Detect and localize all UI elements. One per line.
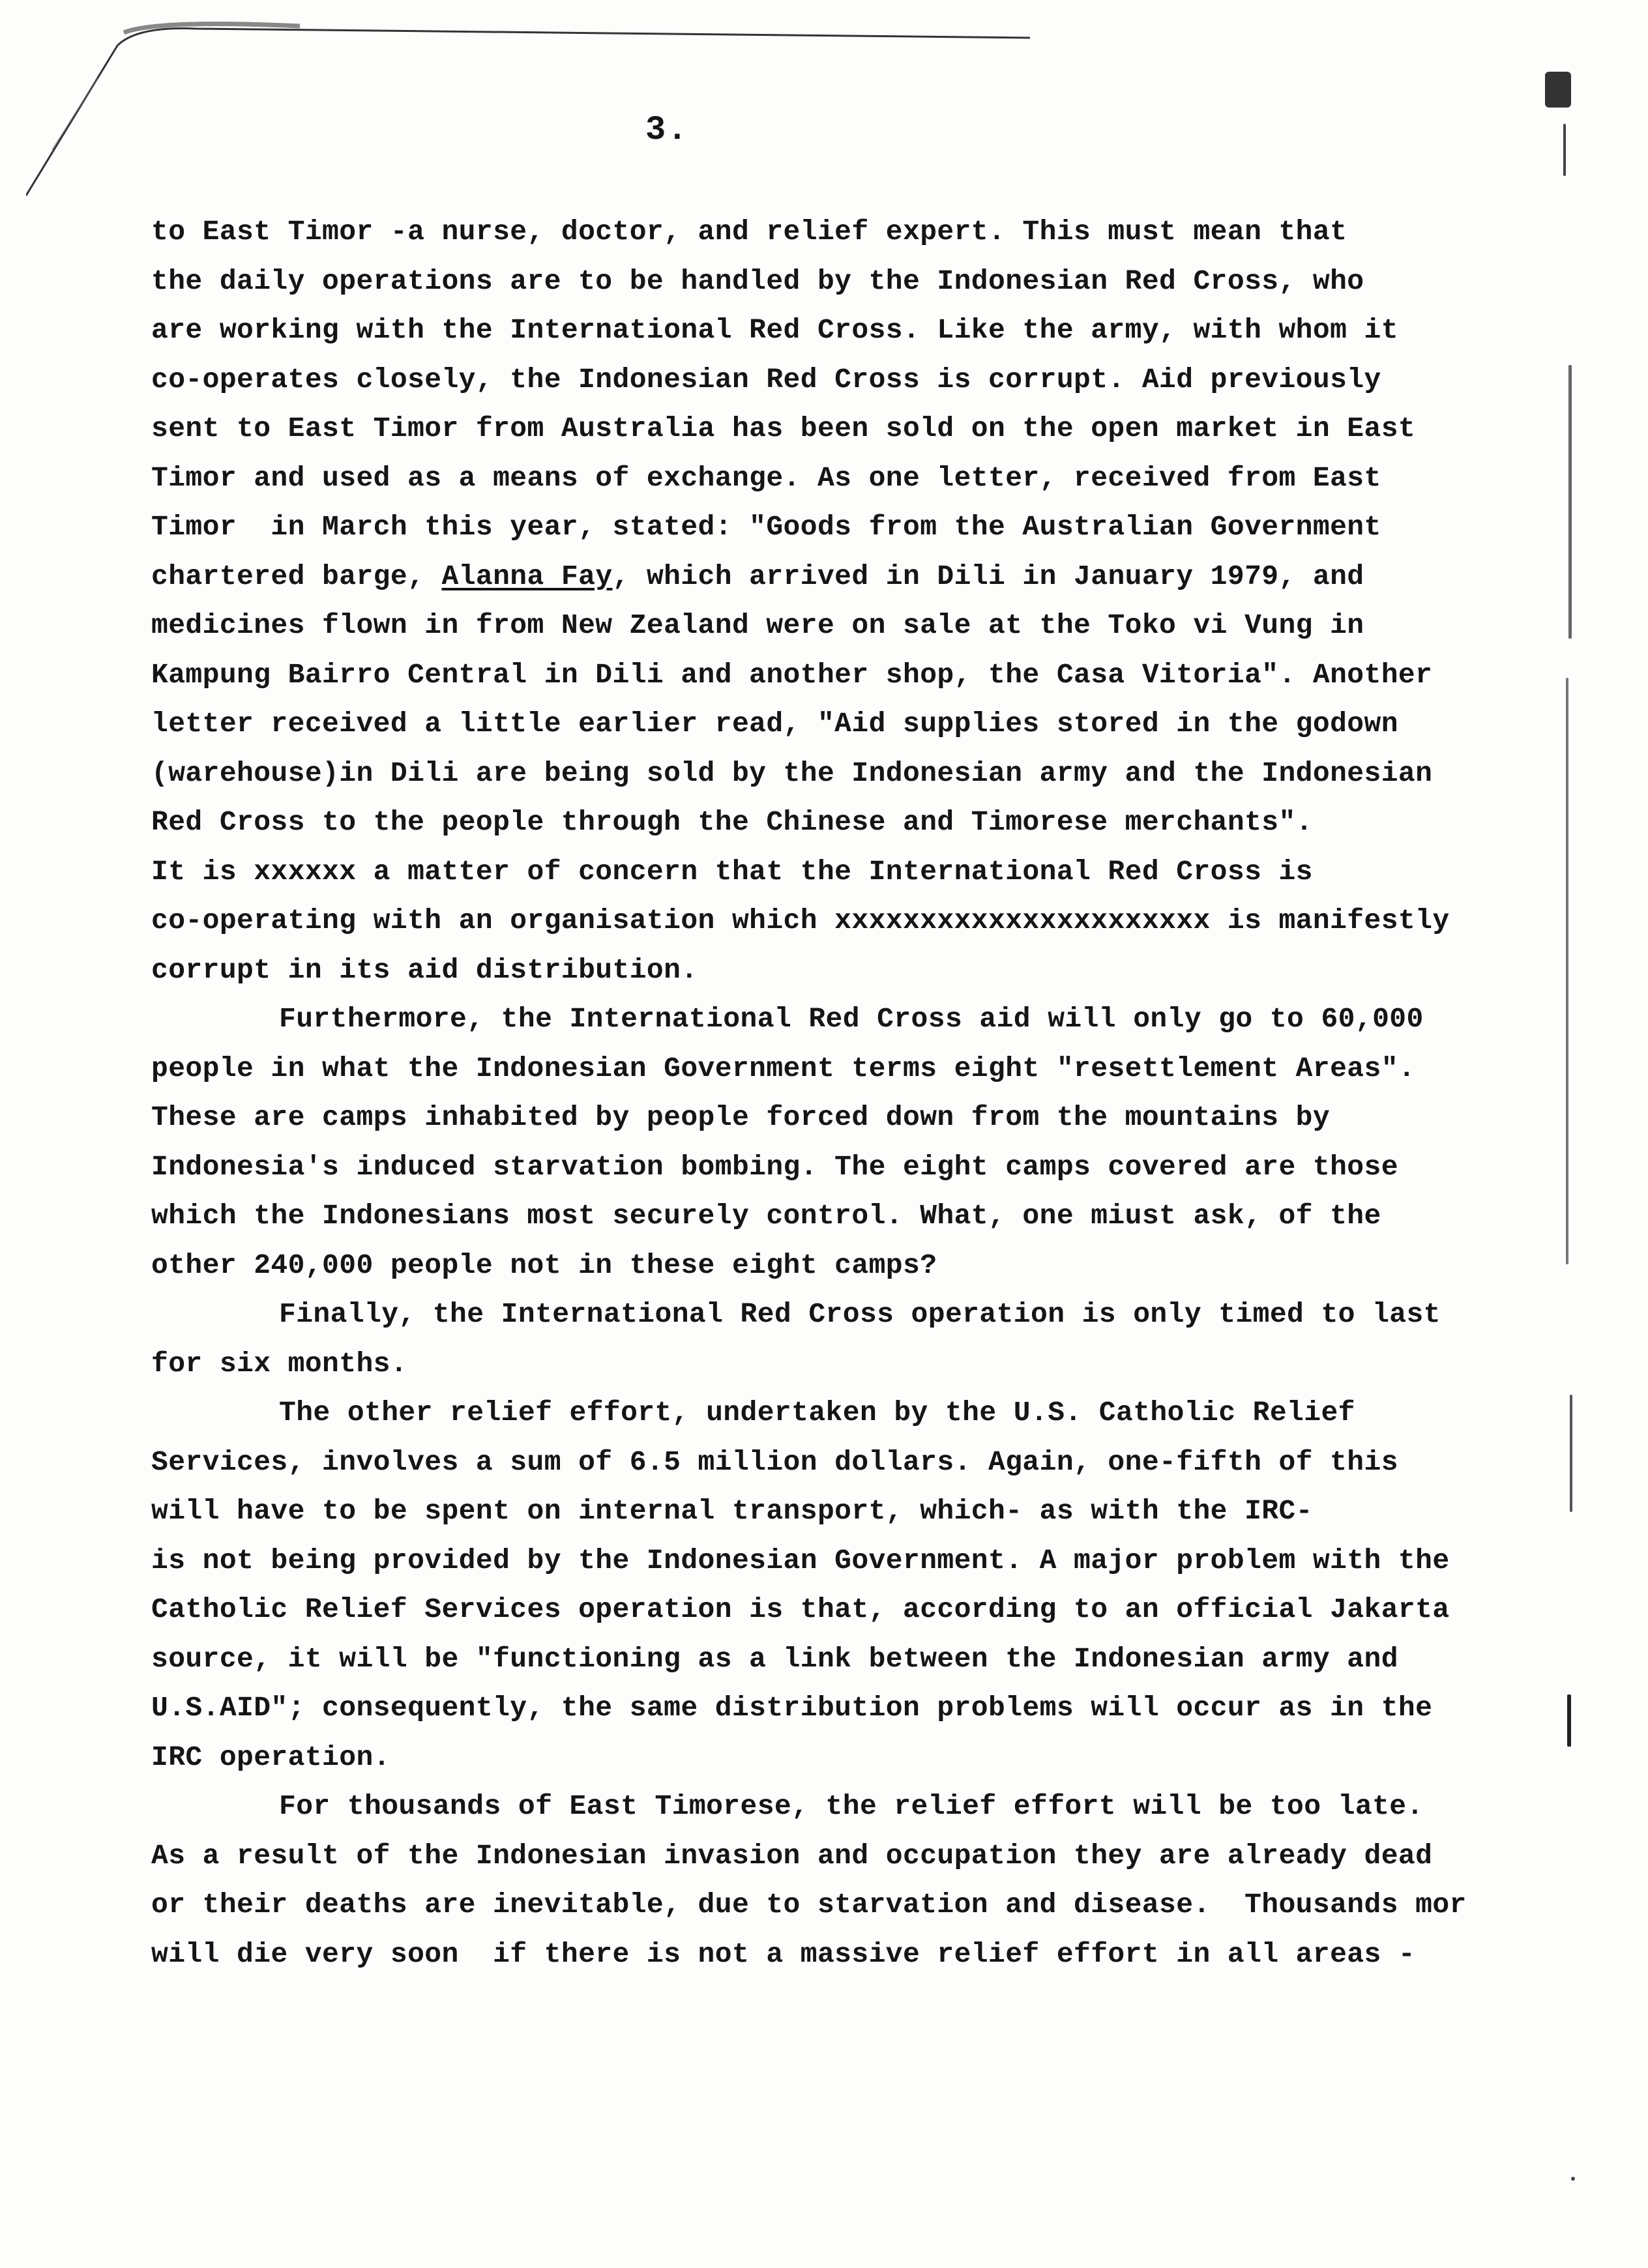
text-line: the daily operations are to be handled by the Indonesian Red Cross, who	[151, 265, 1364, 297]
text-line: co-operates closely, the Indonesian Red Cross is corrupt. Aid previously	[151, 363, 1381, 396]
text-line: As a result of the Indonesian invasion and occupation they are already dead	[151, 1839, 1433, 1872]
text-line: Red Cross to the people through the Chinese and Timorese merchants".	[151, 806, 1313, 838]
typed-body-text	[151, 207, 1585, 1979]
text-line: Indonesia's induced starvation bombing. The eight camps covered are those	[151, 1150, 1398, 1183]
text-line: Timor and used as a means of exchange. As one letter, received from East	[151, 461, 1381, 494]
text-line: medicines flown in from New Zealand were on sale at the Toko vi Vung in	[151, 609, 1364, 641]
page-number: 3.	[645, 111, 689, 149]
text-line: is not being provided by the Indonesian Government. A major problem with the	[151, 1544, 1450, 1577]
text-line: are working with the International Red Cross. Like the army, with whom it	[151, 314, 1398, 346]
text-line: which the Indonesians most securely control. What, one miust ask, of the	[151, 1200, 1381, 1232]
text-line: U.S.AID"; consequently, the same distribution problems will occur as in the	[151, 1692, 1433, 1724]
text-segment: , which arrived in Dili in January 1979, and	[612, 560, 1364, 592]
text-line: other 240,000 people not in these eight camps?	[151, 1249, 937, 1281]
text-line: Kampung Bairro Central in Dili and another shop, the Casa Vitoria". Another	[151, 658, 1433, 691]
text-line: (warehouse)in Dili are being sold by the Indonesian army and the Indonesian	[151, 757, 1433, 789]
text-line: or their deaths are inevitable, due to starvation and disease. Thousands mor	[151, 1889, 1467, 1921]
text-line: IRC operation.	[151, 1741, 390, 1773]
text-line	[151, 552, 1585, 602]
text-line: It is xxxxxx a matter of concern that the International Red Cross is	[151, 855, 1313, 888]
text-line: will have to be spent on internal transport, which- as with the IRC-	[151, 1495, 1313, 1527]
text-line: For thousands of East Timorese, the relief effort will be too late.	[279, 1790, 1424, 1822]
text-line: letter received a little earlier read, "Aid supplies stored in the godown	[151, 708, 1398, 740]
text-line: source, it will be "functioning as a link between the Indonesian army and	[151, 1642, 1398, 1675]
underlined-ship-name: Alanna Fay	[441, 560, 613, 592]
text-line: for six months.	[151, 1347, 408, 1380]
scan-edge-marks	[1557, 0, 1648, 2268]
text-line: These are camps inhabited by people forced down from the mountains by	[151, 1101, 1331, 1133]
text-line: sent to East Timor from Australia has been sold on the open market in East	[151, 413, 1416, 444]
paper-fold-mark	[26, 0, 1030, 202]
text-line: co-operating with an organisation which xxxxxxxxxxxxxxxxxxxxxx is manifestly	[151, 905, 1450, 937]
text-segment: chartered barge,	[151, 560, 442, 592]
text-line: corrupt in its aid distribution.	[151, 953, 698, 986]
text-line: Timor in March this year, stated: "Goods from the Australian Government	[151, 511, 1381, 543]
text-line: will die very soon if there is not a massive relief effort in all areas -	[151, 1938, 1416, 1970]
text-line: Catholic Relief Services operation is that, according to an official Jakarta	[151, 1593, 1450, 1625]
text-line: to East Timor -a nurse, doctor, and relief expert. This must mean that	[151, 216, 1347, 248]
text-line: Finally, the International Red Cross operation is only timed to last	[279, 1298, 1441, 1330]
text-line: Services, involves a sum of 6.5 million dollars. Again, one-fifth of this	[151, 1446, 1398, 1478]
text-line: people in what the Indonesian Government terms eight "resettlement Areas".	[151, 1052, 1416, 1084]
text-line: The other relief effort, undertaken by the U.S. Catholic Relief	[279, 1397, 1355, 1429]
text-line: Furthermore, the International Red Cross aid will only go to 60,000	[279, 1003, 1424, 1035]
